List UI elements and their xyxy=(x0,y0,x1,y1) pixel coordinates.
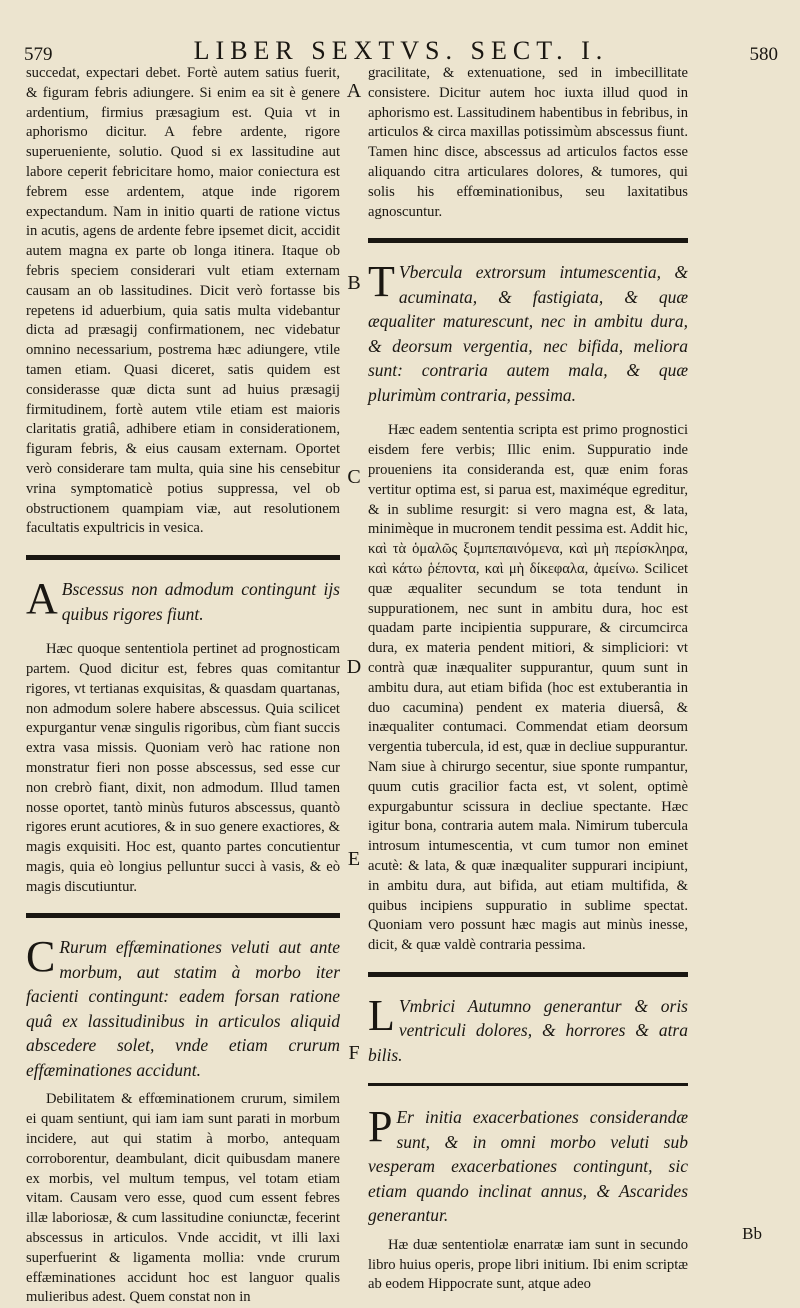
signature-mark: Bb xyxy=(742,1224,762,1243)
running-title: LIBER SEXTVS. SECT. I. xyxy=(193,36,609,65)
margin-letter-e: E xyxy=(347,848,361,870)
aphorism: A Bscessus non admodum contingunt ijs quibus rigores fiunt. xyxy=(26,574,340,624)
margin-letter-b: B xyxy=(347,272,361,294)
section-divider xyxy=(26,897,340,935)
right-column xyxy=(368,64,688,1295)
section-divider xyxy=(368,956,688,994)
margin-letter-f: F xyxy=(348,1042,360,1064)
margin-letter-d: D xyxy=(346,656,362,678)
drop-cap: P xyxy=(368,1102,393,1152)
section-divider xyxy=(26,539,340,577)
aphorism: T Vbercula extrorsum intumescentia, & acuminata, & fastigiata, & quæ æqualiter maturescunt, nec in ambitu dura, & deorsum vergentia, nec bifida, meliora sunt: contraria autem mala, & quæ plurimùm contraria, pessima. xyxy=(368,257,688,405)
page-number-right: 580 xyxy=(749,44,778,65)
left-column xyxy=(26,64,340,1308)
commentary-paragraph: Debilitatem & effœminationem crurum, similem ei quam sentiunt, qui iam iam sunt parati in morbum incidere, aut qui statim à morbo, antequam corroborentur, deambulant, dicit quibusdam manere ex morbis, vel multum tempus, vel totam etiam vitam. Causam vero esse, quod cum essent febres illæ laboriosæ, & cum lassitudine coniunctæ, fecerint abscessus in articulos. Vnde accidit, vt illi laxi superfuerint & ligamenta mollia: vnde crurum effæminationes accidunt hoc est languor qualis mulieribus adest. Quem constat non in xyxy=(26,1091,340,1306)
page-number-left: 579 xyxy=(24,44,53,65)
commentary-paragraph: Hæc eadem sententia scripta est primo prognostici eisdem fere verbis; Illic enim. Suppuratio inde proueniens ita consideranda est, quæ enim foras vertitur optima est, si parua est, maximéque egreditur, & in sublime resurgit: si vero magna est, & lata, minimèque in mucronem tendit pessima est. Addit hic, καὶ τὰ ὁμαλῶς ξυμπεπαινόμενα, καὶ μὴ περίσκληρα, καὶ κάτω ῥέποντα, καὶ μὴ δίκεφαλα, ἀμείνω. Scilicet quæ æqualiter secundum se tota tendunt in suppurationem, nec sunt in ambitu dura, hoc est quadam parte incipientia suppurare, & circumcirca dura, ex materia pendent mitiori, & simpliciori: vt contrà quæ inæqualiter suppurantur, quum sunt in ambitu dura, aut etiam bifida (hoc est extuberantia in duo cacumina) pendent ex materia diuersâ, & inæqualiter contumaci. Commendat etiam deorsum vergentia tubercula, id est, quæ in decliue suppurantur. Nam siue à chirurgo secentur, siue sponte rumpantur, quum cutis gracilior facta est, vt solent, optimè expurgabuntur scissura in decliue spectante. Hæc igitur bona, contraria autem mala. Nimirum tubercula introsum intumescentia, vt cum tumor non eminet acutè: & lata, & quæ inæqualiter suppurari incipiunt, in ambitu dura, aut bifida, aut etiam multifida, & quibus incipiens suppuratio in sublime spectat. Quoniam vero possunt hæc magis aut minùs inesse, dicit, & quæ valdè contraria pessima. xyxy=(368,422,688,954)
aphorism: L Vmbrici Autumno generantur & oris ventriculi dolores, & horrores & atra bilis. xyxy=(368,990,688,1065)
margin-letter-c: C xyxy=(347,466,361,488)
drop-cap: A xyxy=(26,574,58,624)
section-divider xyxy=(368,1067,688,1105)
commentary-paragraph: gracilitate, & extenuatione, sed in imbecillitate consistere. Dicitur autem hoc iuxta illud quod in aphorismo est. Lassitudinem habentibus in febribus, in articulos & circa maxillas potissimùm abscessus fiunt. Tamen hinc disce, abscessus ad articulos factos esse aliquando citra articulares dolores, & tumores, qui solis his effœminationibus, seu laxitatibus agnoscuntur. xyxy=(368,65,688,220)
drop-cap: L xyxy=(368,990,395,1040)
drop-cap: C xyxy=(26,932,56,982)
commentary-paragraph: Hæ duæ sententiolæ enarratæ iam sunt in secundo libro huius operis, prope libri initium. Ibi enim scriptæ ab eodem Hippocrate sunt, atque adeo xyxy=(368,1236,688,1293)
commentary-paragraph: Hæc quoque sententiola pertinet ad prognosticam partem. Quod dicitur est, febres quas comitantur rigores, vt tertianas exquisitas, & quasdam quartanas, non admodum solere habere abscessus. Quia scilicet expurgantur venæ singulis rigoribus, cùm fiant succis extra vasa missis. Quoniam verò hac ratione non monstratur fieri non posse abscessus, sed esse cur non crebrò fiant, dixit, non admodum. Illud tamen nosse oportet, tantò minùs futuros abscessus, quantò rigores erunt acutiores, & in suo genere exactiores, & magis exquisiti. Hoc est, quanto partes concutientur magis, quia eò longius pelluntur succi à vasis, & eò magis discutiuntur. xyxy=(26,641,340,895)
commentary-paragraph: succedat, expectari debet. Fortè autem satius fuerit, & figuram febris adiungere. Si enim ea sit è genere ardentium, firmius præsagium est. Quia vt in aphorismo dicitur. A febre ardente, rigore superueniente, solutio. Quod si ex lassitudine aut labore ceperit febricitare homo, maior coniectura est febrem esse ardentem, atque inde rigorem expectandum. Nam in initio quarti de ratione victus in acutis, agens de ardente febre ipsemet dicit, accidit autem magna ex parte ob longa itinera. Itaque ob febris speciem considerari vult etiam externam causam an ob lassitudines. Dicit verò fortasse bis repetens id aduerbium, quia satis multa videbantur dicta ad præsagij confirmationem, nec videbatur omnino necessarium, postrema hæc adiungere, vtile tamen etiam. Quasi diceret, satis quidem est considerasse quæ dicta sunt ad huius præsagij firmitudinem, fortè autem vtile etiam est maioris claritatis gratiâ, adhibere etiam in considerationem, figuram febris, & eius causam externam. Oportet verò considerare tam multa, quia sine his censebitur vrina symptomaticè potius suppressa, vel ob obstructionem quampiam viæ, aut resolutionem facultatis expultricis in vesica. xyxy=(26,65,340,537)
aphorism: P Er initia exacerbationes considerandæ sunt, & in omni morbo veluti sub vesperam exacerbationes contingunt, sic etiam quando inclinat annus, & Ascarides generantur. xyxy=(368,1102,688,1226)
margin-letter-a: A xyxy=(346,80,362,102)
drop-cap: T xyxy=(368,257,395,307)
section-divider xyxy=(368,222,688,260)
aphorism: C Rurum effæminationes veluti aut ante morbum, aut statim à morbo iter facienti contingunt: eadem forsan ratione quâ ex lassitudinibus in articulos aliquid abscedere solet, vnde etiam crurum effæminationes accidunt. xyxy=(26,932,340,1080)
